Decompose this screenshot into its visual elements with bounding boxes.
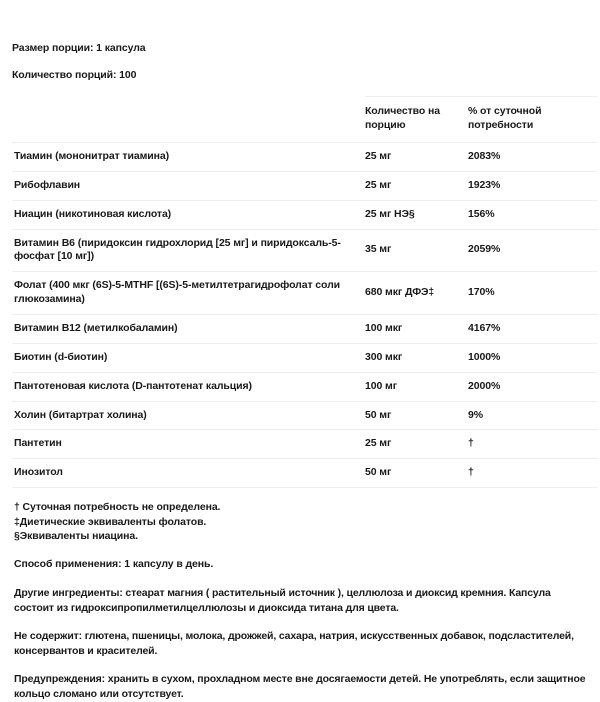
nutrient-name: Пантетин [12, 430, 365, 459]
nutrient-name: Рибофлавин [12, 171, 365, 200]
nutrient-name: Пантотеновая кислота (D-пантотенат кальция) [12, 372, 365, 401]
label-paragraph: Другие ингредиенты: стеарат магния ( растительный источник ), целлюлоза и диоксид кремния. Капсула состоит из гидроксипропилметилцеллюлозы и диоксида титана для цвета. [14, 587, 551, 614]
nutrient-amount: 25 мг [365, 171, 468, 200]
nutrient-amount: 35 мг [365, 229, 468, 272]
label-paragraph: Не содержит: глютена, пшеницы, молока, дрожжей, сахара, натрия, искусственных добавок, подсластителей, консервантов и красителей. [14, 629, 574, 657]
nutrient-name: Витамин B12 (метилкобаламин) [12, 314, 365, 343]
nutrient-amount: 50 мг [365, 401, 468, 430]
table-row [12, 314, 598, 343]
nutrient-table-head [12, 97, 598, 143]
footnote: † Суточная потребность не определена. [14, 501, 221, 514]
nutrient-amount: 25 мг [365, 142, 468, 171]
nutrient-daily-value: 1000% [468, 343, 598, 372]
nutrient-amount: 100 мг [365, 372, 468, 401]
table-row [12, 171, 598, 200]
table-row [12, 229, 598, 272]
servings-per-container: Количество порций: 100 [12, 69, 137, 82]
nutrient-amount: 680 мкг ДФЭ‡ [365, 272, 468, 315]
table-row [12, 200, 598, 229]
nutrient-daily-value: † [468, 430, 598, 459]
serving-size: Размер порции: 1 капсула [12, 42, 146, 54]
nutrient-table-body [12, 142, 598, 487]
nutrient-name: Ниацин (никотиновая кислота) [12, 200, 365, 229]
footnote-list [12, 500, 588, 543]
footnote: ‡Диетические эквиваленты фолатов. [14, 515, 207, 528]
nutrient-daily-value: 4167% [468, 314, 598, 343]
column-header-amount: Количество на порцию [365, 97, 468, 143]
nutrient-amount: 50 мг [365, 459, 468, 488]
nutrient-name: Тиамин (мононитрат тиамина) [12, 142, 365, 171]
nutrient-daily-value: 2083% [468, 142, 598, 171]
nutrient-name: Холин (битартрат холина) [12, 401, 365, 430]
table-row [12, 272, 598, 315]
nutrient-daily-value: 1923% [468, 171, 598, 200]
nutrient-name: Биотин (d-биотин) [12, 343, 365, 372]
nutrient-daily-value: 170% [468, 272, 598, 315]
nutrient-amount: 25 мг НЭ§ [365, 200, 468, 229]
table-header-row [12, 97, 598, 143]
table-row [12, 401, 598, 430]
table-row [12, 430, 598, 459]
nutrient-amount: 100 мкг [365, 314, 468, 343]
label-paragraph: Предупреждения: хранить в сухом, прохладном месте вне досягаемости детей. Не употреблять, если защитное кольцо сломано или отсутствует. [14, 672, 586, 700]
nutrient-name: Фолат (400 мкг (6S)-5-MTHF [(6S)-5-метилтетрагидрофолат соли глюкозамина) [12, 272, 365, 315]
nutrient-daily-value: 2000% [468, 372, 598, 401]
table-row [12, 459, 598, 488]
footnote: §Эквиваленты ниацина. [14, 530, 138, 543]
serving-info [12, 0, 588, 82]
column-header-nutrient [12, 97, 365, 143]
nutrient-name: Инозитол [12, 459, 365, 488]
directions-text: Способ применения: 1 капсулу в день. [14, 557, 214, 570]
nutrient-table [12, 96, 598, 488]
nutrient-daily-value: † [468, 459, 598, 488]
nutrient-amount: 300 мкг [365, 343, 468, 372]
nutrient-name: Витамин B6 (пиридоксин гидрохлорид [25 мг] и пиридоксаль-5-фосфат [10 мг]) [12, 229, 365, 272]
column-header-daily-value: % от суточной потребности [468, 97, 598, 143]
nutrient-amount: 25 мг [365, 430, 468, 459]
nutrient-daily-value: 9% [468, 401, 598, 430]
table-row [12, 343, 598, 372]
table-row [12, 142, 598, 171]
label-paragraphs [12, 586, 588, 701]
nutrient-daily-value: 156% [468, 200, 598, 229]
table-row [12, 372, 598, 401]
nutrient-daily-value: 2059% [468, 229, 598, 272]
